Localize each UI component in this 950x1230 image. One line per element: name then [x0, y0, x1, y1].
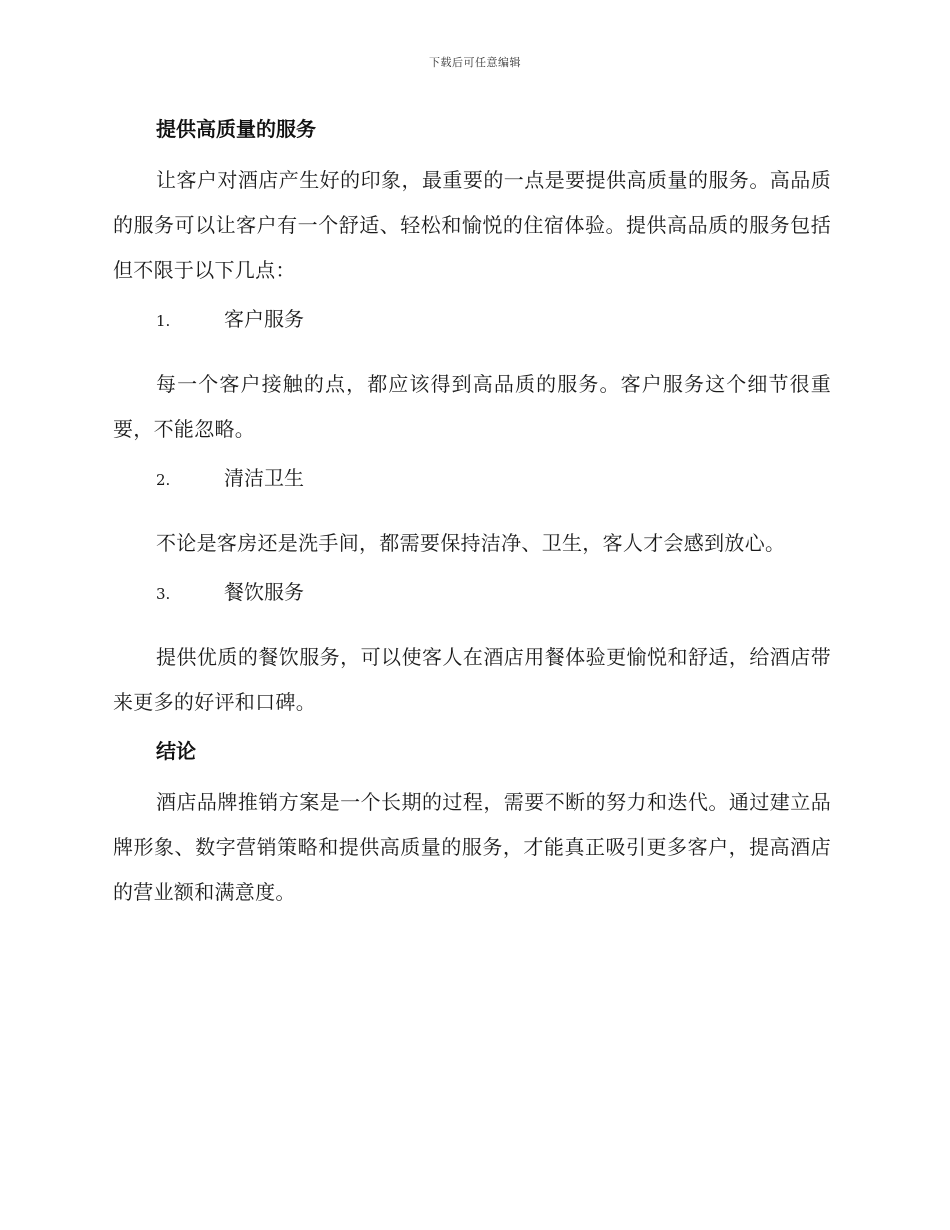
list-item	[113, 463, 831, 495]
section-heading-conclusion: 结论	[156, 739, 196, 763]
list-item	[113, 304, 831, 336]
list-item-title: 餐饮服务	[224, 580, 304, 604]
list-item-title: 客户服务	[224, 307, 304, 331]
paragraph-customer-service: 每一个客户接触的点，都应该得到高品质的服务。客户服务这个细节很重要，不能忽略。	[113, 372, 831, 441]
page-header-note: 下载后可任意编辑	[429, 56, 521, 69]
paragraph-dining: 提供优质的餐饮服务，可以使客人在酒店用餐体验更愉悦和舒适，给酒店带来更多的好评和口碑。	[113, 645, 831, 714]
list-item-number: 1.	[156, 312, 171, 330]
list-item-number: 3.	[156, 585, 171, 603]
list-item-number: 2.	[156, 471, 171, 489]
list-item	[113, 577, 831, 609]
paragraph-intro: 让客户对酒店产生好的印象，最重要的一点是要提供高质量的服务。高品质的服务可以让客户有一个舒适、轻松和愉悦的住宿体验。提供高品质的服务包括但不限于以下几点：	[113, 168, 831, 282]
document-body	[113, 110, 831, 926]
list-item-title: 清洁卫生	[224, 466, 304, 490]
section-heading-service: 提供高质量的服务	[156, 117, 316, 141]
paragraph-cleanliness: 不论是客房还是洗手间，都需要保持洁净、卫生，客人才会感到放心。	[156, 531, 786, 555]
paragraph-conclusion: 酒店品牌推销方案是一个长期的过程，需要不断的努力和迭代。通过建立品牌形象、数字营销策略和提供高质量的服务，才能真正吸引更多客户，提高酒店的营业额和满意度。	[113, 790, 831, 904]
